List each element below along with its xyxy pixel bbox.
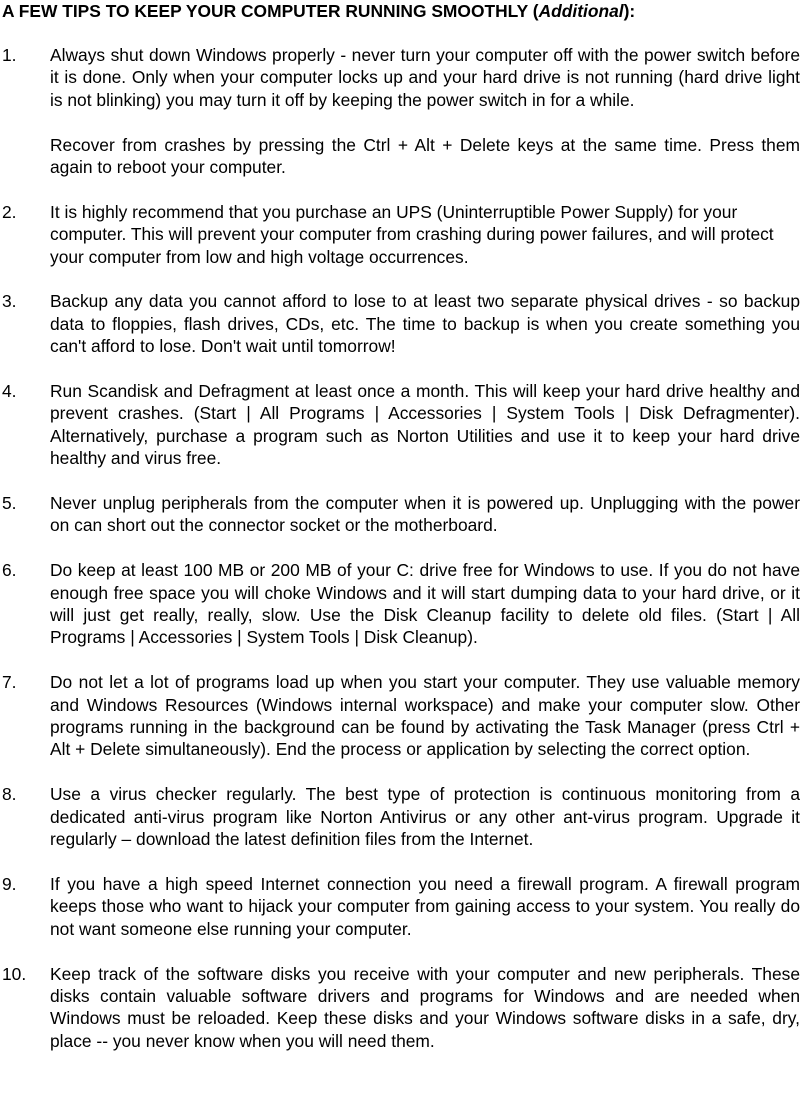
tip-number: 8. — [2, 784, 17, 805]
tip-number: 4. — [2, 381, 17, 402]
tip-body — [50, 559, 800, 649]
tip-item — [2, 380, 800, 470]
tip-body — [50, 290, 800, 357]
tip-paragraph: Do keep at least 100 MB or 200 MB of your C: drive free for Windows to use. If you do not have enough free space you will choke Windows and it will start dumping data to your hard drive, or it will just get really, really, slow. Use the Disk Cleanup facility to delete old files. (Start | All Programs | Accessories | System Tools | Disk Cleanup). — [50, 560, 800, 648]
title-main: A FEW TIPS TO KEEP YOUR COMPUTER RUNNING SMOOTHLY ( — [2, 1, 539, 21]
tip-paragraph: Use a virus checker regularly. The best type of protection is continuous monitoring from a dedicated anti-virus program like Norton Antivirus or any other ant-virus program. Upgrade it regularly – download the latest definition files from the Internet. — [50, 784, 800, 850]
tip-body — [50, 671, 800, 761]
tip-item — [2, 783, 800, 850]
tip-body — [50, 783, 800, 850]
title-suffix: ): — [623, 1, 636, 21]
tip-paragraph: Run Scandisk and Defragment at least once a month. This will keep your hard drive healthy and prevent crashes. (Start | All Programs | Accessories | System Tools | Disk Defragmenter). Alternatively, purchase a program such as Norton Utilities and use it to keep your hard drive healthy and virus free. — [50, 381, 800, 469]
tip-item — [2, 671, 800, 761]
title-emphasis: Additional — [538, 1, 624, 21]
tip-number: 1. — [2, 45, 17, 65]
tip-body — [50, 492, 800, 537]
tip-number: 10. — [2, 963, 27, 984]
tip-number: 9. — [2, 873, 17, 894]
tip-number: 2. — [2, 201, 17, 222]
tip-item — [2, 492, 800, 537]
tip-number: 3. — [2, 291, 17, 312]
tip-body — [50, 380, 800, 470]
tip-paragraph: Do not let a lot of programs load up when you start your computer. They use valuable memory and Windows Resources (Windows internal workspace) and make your computer slow. Other programs running in the background can be found by activating the Task Manager (press Ctrl + Alt + Delete simultaneously). End the process or application by selecting the correct option. — [50, 672, 800, 760]
tip-paragraph: If you have a high speed Internet connection you need a firewall program. A firewall program keeps those who want to hijack your computer from gaining access to your system. You really do not want someone else running your computer. — [50, 873, 800, 939]
tip-paragraph: Backup any data you cannot afford to lose to at least two separate physical drives - so backup data to floppies, flash drives, CDs, etc. The time to backup is when you create something you can't afford to lose. Don't wait until tomorrow! — [50, 291, 800, 357]
tip-item — [2, 201, 800, 268]
tips-list — [2, 44, 800, 1052]
tip-paragraph: Keep track of the software disks you receive with your computer and new peripherals. These disks contain valuable software drivers and programs for Windows and are needed when Windows must be reloaded. Keep these disks and your Windows software disks in a safe, dry, place -- you never know when you will need them. — [50, 963, 800, 1051]
tip-item — [2, 44, 800, 178]
tip-body — [50, 201, 800, 268]
tip-item — [2, 559, 800, 649]
tip-paragraph: Never unplug peripherals from the computer when it is powered up. Unplugging with the power on can short out the connector socket or the motherboard. — [50, 493, 800, 536]
tip-paragraph: Always shut down Windows properly - never turn your computer off with the power switch before it is done. Only when your computer locks up and your hard drive is not running (hard drive light is not blinking) you may turn it off by keeping the power switch in for a while. — [50, 45, 800, 110]
tip-number: 7. — [2, 672, 17, 693]
tip-paragraph: Recover from crashes by pressing the Ctrl + Alt + Delete keys at the same time. Press them again to reboot your computer. — [50, 134, 800, 178]
tip-number: 6. — [2, 560, 17, 581]
tip-body — [50, 963, 800, 1053]
tip-item — [2, 963, 800, 1053]
tip-item — [2, 873, 800, 940]
page-title — [2, 0, 800, 22]
tip-number: 5. — [2, 493, 17, 514]
tip-body — [50, 44, 800, 178]
tip-item — [2, 290, 800, 357]
tip-paragraph: It is highly recommend that you purchase an UPS (Uninterruptible Power Supply) for your computer. This will prevent your computer from crashing during power failures, and will protect your computer from low and high voltage occurrences. — [50, 201, 774, 267]
tip-body — [50, 873, 800, 940]
